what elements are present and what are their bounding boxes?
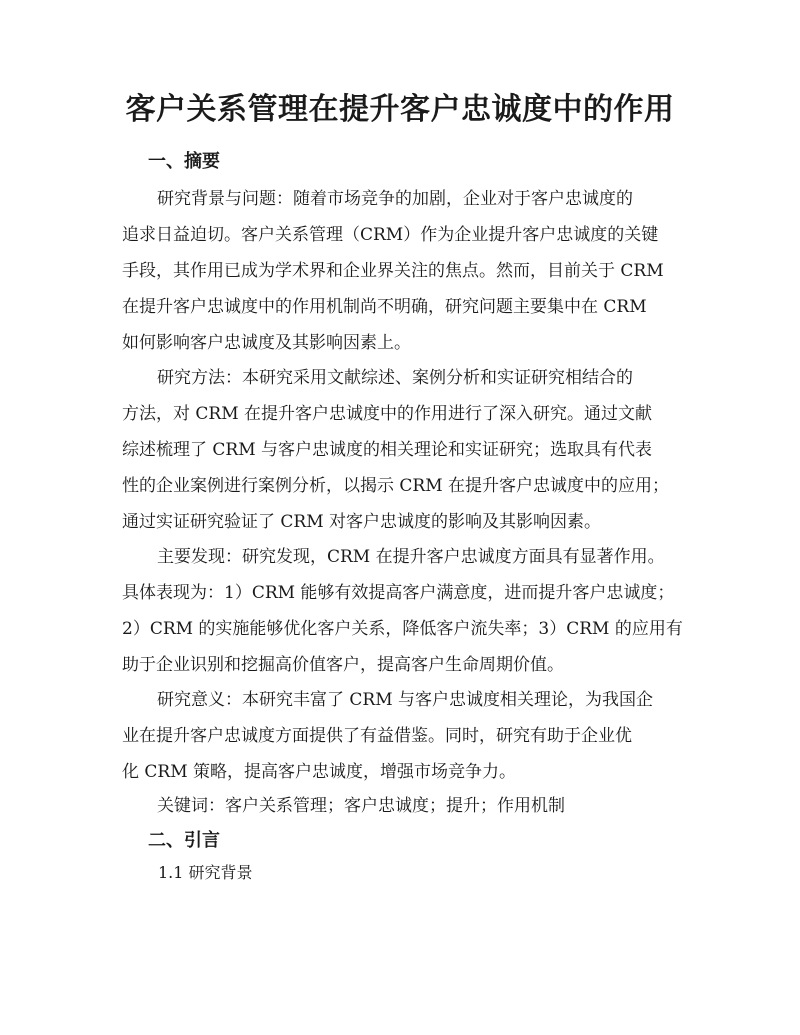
paragraph-line: 综述梳理了 CRM 与客户忠诚度的相关理论和实证研究；选取具有代表	[122, 440, 653, 460]
paragraph-line: 主要发现：研究发现，CRM 在提升客户忠诚度方面具有显著作用。	[157, 547, 665, 567]
section-heading-introduction: 二、引言	[148, 830, 220, 851]
paragraph-line: 研究背景与问题：随着市场竞争的加剧，企业对于客户忠诚度的	[157, 189, 633, 209]
paragraph-line: 2）CRM 的实施能够优化客户关系，降低客户流失率；3）CRM 的应用有	[122, 619, 683, 639]
paragraph-line: 在提升客户忠诚度中的作用机制尚不明确，研究问题主要集中在 CRM	[122, 297, 647, 317]
paragraph-background	[0, 181, 800, 361]
keywords-line: 关键词：客户关系管理；客户忠诚度；提升；作用机制	[157, 796, 565, 816]
document-title: 客户关系管理在提升客户忠诚度中的作用	[125, 92, 675, 127]
paragraph-line: 研究意义：本研究丰富了 CRM 与客户忠诚度相关理论，为我国企	[157, 690, 654, 710]
paragraph-line: 如何影响客户忠诚度及其影响因素上。	[122, 333, 411, 353]
paragraph-line: 性的企业案例进行案例分析，以揭示 CRM 在提升客户忠诚度中的应用；	[122, 476, 670, 496]
paragraph-line: 方法，对 CRM 在提升客户忠诚度中的作用进行了深入研究。通过文献	[122, 404, 653, 424]
paragraph-line: 助于企业识别和挖掘高价值客户，提高客户生命周期价值。	[122, 655, 564, 675]
paragraph-method	[0, 360, 800, 540]
paragraph-significance	[0, 682, 800, 790]
section-heading-abstract: 一、摘要	[148, 151, 220, 172]
paragraph-line: 追求日益迫切。客户关系管理（CRM）作为企业提升客户忠诚度的关键	[122, 225, 659, 245]
paragraph-line: 具体表现为：1）CRM 能够有效提高客户满意度，进而提升客户忠诚度；	[122, 583, 675, 603]
paragraph-line: 化 CRM 策略，提高客户忠诚度，增强市场竞争力。	[122, 762, 517, 782]
paragraph-line: 手段，其作用已成为学术界和企业界关注的焦点。然而，目前关于 CRM	[122, 261, 664, 281]
paragraph-line: 通过实证研究验证了 CRM 对客户忠诚度的影响及其影响因素。	[122, 512, 602, 532]
subsection-heading-background: 1.1 研究背景	[158, 863, 253, 882]
paragraph-line: 研究方法：本研究采用文献综述、案例分析和实证研究相结合的	[157, 368, 633, 388]
paragraph-findings	[0, 539, 800, 683]
paragraph-line: 业在提升客户忠诚度方面提供了有益借鉴。同时，研究有助于企业优	[122, 726, 632, 746]
